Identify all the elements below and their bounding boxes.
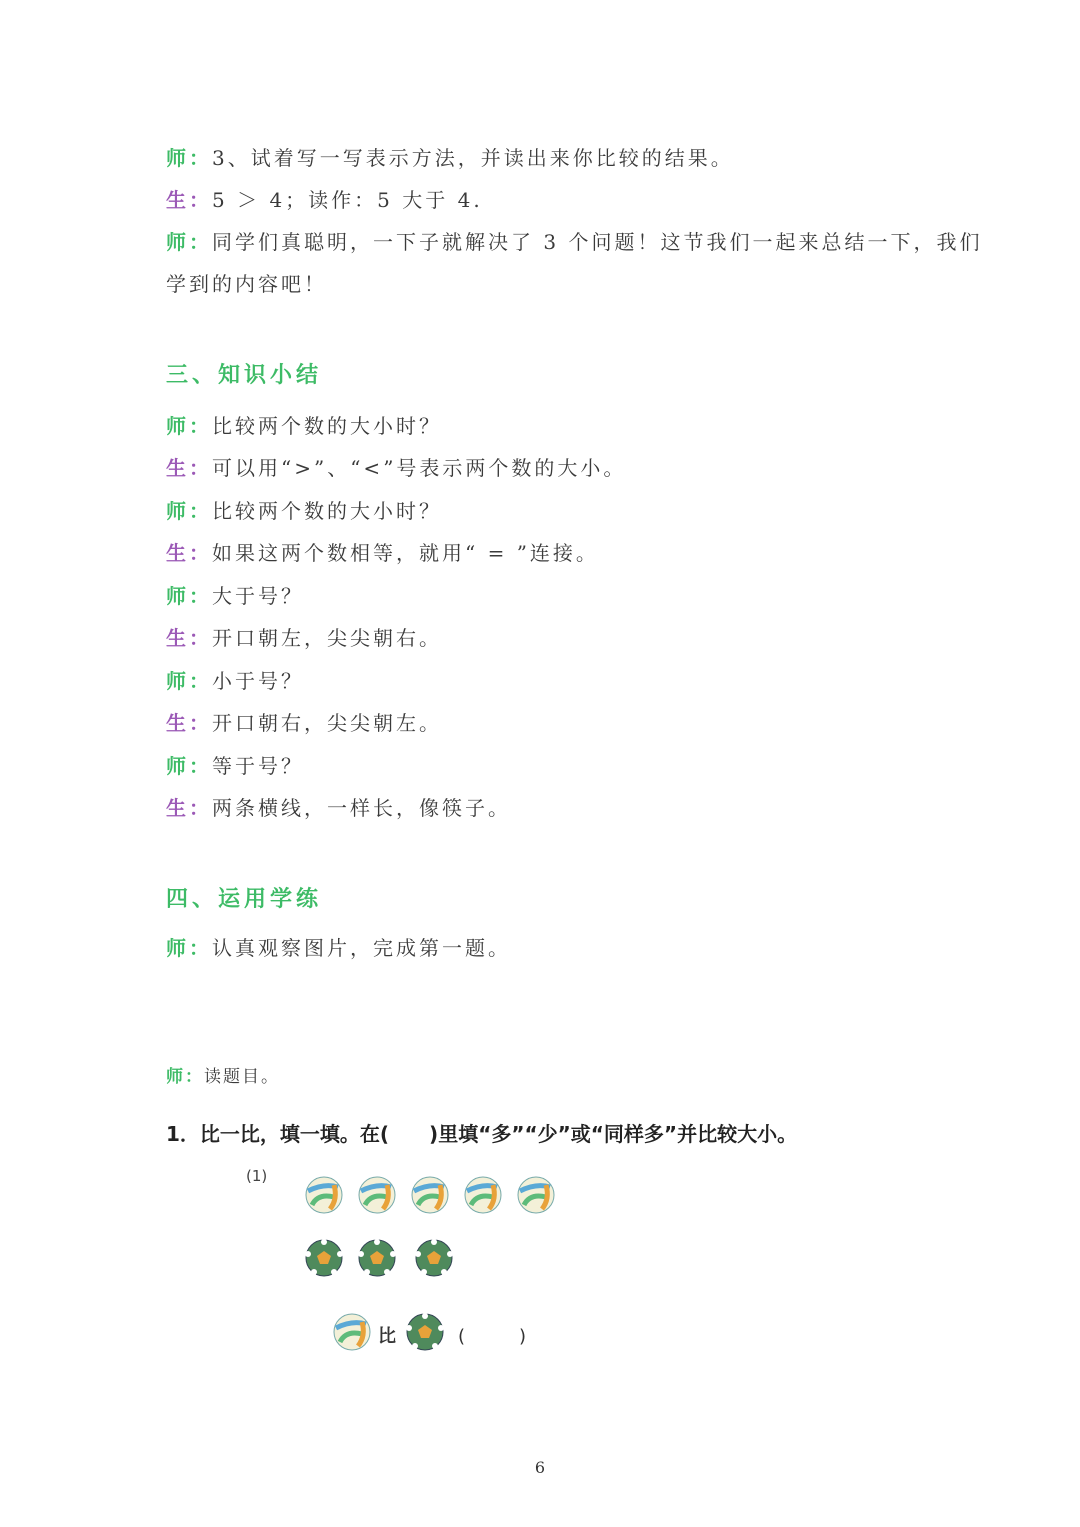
dialogue-text: 小于号？	[212, 669, 304, 693]
dialogue-text: 等于号？	[212, 754, 304, 778]
speaker-label: 师：	[166, 230, 212, 254]
page-number: 6	[534, 1458, 546, 1477]
dialogue-text: 如果这两个数相等，就用“ = ”连接。	[212, 541, 599, 565]
dialogue-line	[166, 580, 304, 609]
dialogue-text: 开口朝左，尖尖朝右。	[212, 626, 442, 650]
volleyball-icon	[332, 1312, 372, 1352]
dialogue-line	[166, 622, 442, 651]
speaker-label: 生：	[166, 796, 212, 820]
volleyball-icon	[410, 1175, 450, 1215]
speaker-label: 生：	[166, 456, 212, 480]
section-heading: 三、知识小结	[166, 362, 323, 388]
speaker-label: 师：	[166, 754, 212, 778]
soccer-ball-icon	[304, 1238, 344, 1278]
dialogue-line	[166, 495, 442, 524]
soccer-ball-icon	[414, 1238, 454, 1278]
dialogue-text: 比较两个数的大小时？	[212, 499, 442, 523]
speaker-label: 师：	[166, 936, 212, 960]
dialogue-line	[166, 665, 304, 694]
dialogue-line	[166, 452, 626, 481]
dialogue-text: 同学们真聪明，一下子就解决了 3 个问题！这节我们一起来总结一下，我们	[212, 230, 983, 254]
speaker-label: 师：	[166, 414, 212, 438]
dialogue-line	[166, 410, 442, 439]
speaker-label: 师：	[166, 669, 212, 693]
section-heading: 四、运用学练	[166, 886, 323, 912]
speaker-label: 师：	[166, 499, 212, 523]
dialogue-text: 可以用“>”、“<”号表示两个数的大小。	[212, 456, 627, 480]
dialogue-text: 5 ＞ 4；读作：5 大于 4.	[212, 188, 483, 212]
dialogue-text: 认真观察图片，完成第一题。	[212, 936, 511, 960]
speaker-label: 师：	[166, 1067, 204, 1087]
dialogue-text: 读题目。	[204, 1067, 280, 1087]
volleyball-icon	[463, 1175, 503, 1215]
speaker-label: 生：	[166, 541, 212, 565]
dialogue-text: 两条横线，一样长，像筷子。	[212, 796, 511, 820]
dialogue-line	[166, 537, 599, 566]
dialogue-text: 大于号？	[212, 584, 304, 608]
answer-blank[interactable]: ( )	[458, 1326, 527, 1347]
dialogue-text: 开口朝右，尖尖朝左。	[212, 711, 442, 735]
dialogue-line	[166, 792, 511, 821]
speaker-label: 师：	[166, 146, 212, 170]
dialogue-line	[166, 226, 982, 255]
dialogue-line	[166, 932, 511, 961]
dialogue-text: 比较两个数的大小时？	[212, 414, 442, 438]
speaker-label: 生：	[166, 188, 212, 212]
speaker-label: 生：	[166, 711, 212, 735]
dialogue-text: 3、试着写一写表示方法，并读出来你比较的结果。	[212, 146, 734, 170]
dialogue-line	[166, 750, 304, 779]
soccer-ball-icon	[357, 1238, 397, 1278]
compare-word: 比	[378, 1326, 396, 1347]
exercise-title: 1．比一比，填一填。在( )里填“多”“少”或“同样多”并比较大小。	[166, 1122, 798, 1146]
dialogue-continuation: 学到的内容吧！	[166, 272, 327, 296]
speaker-label: 生：	[166, 626, 212, 650]
volleyball-icon	[357, 1175, 397, 1215]
soccer-ball-icon	[405, 1312, 445, 1352]
speaker-label: 师：	[166, 584, 212, 608]
dialogue-line	[166, 707, 442, 736]
volleyball-icon	[516, 1175, 556, 1215]
sub-question-label: (1)	[246, 1167, 268, 1185]
dialogue-line	[166, 184, 483, 213]
volleyball-icon	[304, 1175, 344, 1215]
read-prompt	[166, 1062, 280, 1087]
dialogue-line	[166, 142, 734, 171]
